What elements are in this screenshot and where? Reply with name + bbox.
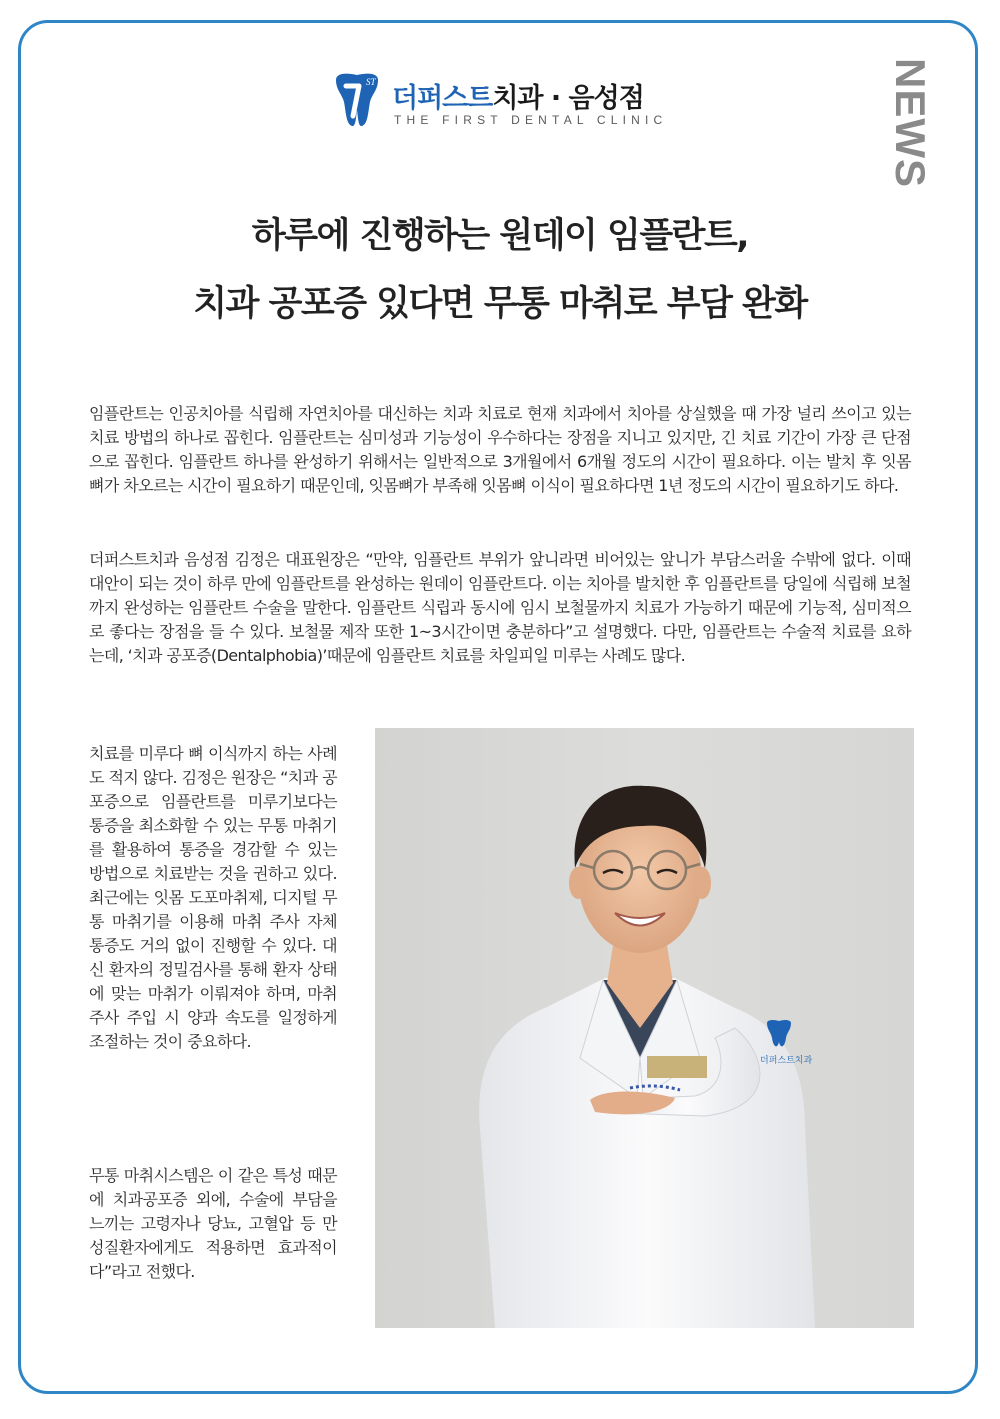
clinic-name xyxy=(392,76,644,115)
clinic-name-english: THE FIRST DENTAL CLINIC xyxy=(394,113,668,127)
body-paragraph-1: 임플란트는 인공치아를 식립해 자연치아를 대신하는 치과 치료로 현재 치과에서 치아를 상실했을 때 가장 널리 쓰이고 있는 치료 방법의 하나로 꼽힌다. 임플란트는 심미성과 기능성이 우수하다는 장점을 지니고 있지만, 긴 치료 기간이 가장 큰 단점으로 꼽힌다. 임플란트 하나를 완성하기 위해서는 일반적으로 3개월에서 6개월 정도의 시간이 필요하다. 이는 발치 후 잇몸뼈가 차오르는 시간이 필요하기 때문인데, 잇몸뼈가 부족해 잇몸뼈 이식이 필요하다면 1년 정도의 시간이 필요하기도 하다. xyxy=(89,404,911,495)
headline-line-2: 치과 공포증 있다면 무통 마취로 부담 완화 xyxy=(193,284,807,324)
headline-line-1: 하루에 진행하는 원데이 임플란트, xyxy=(251,216,749,256)
clinic-name-blue: 더퍼스트 xyxy=(392,83,493,114)
clinic-name-rest: 치과 · 음성점 xyxy=(492,83,644,114)
name-tag xyxy=(647,1056,707,1078)
coat-logo-text: 더퍼스트치과 xyxy=(760,1056,813,1066)
svg-text:ST: ST xyxy=(366,77,376,87)
doctor-illustration xyxy=(375,728,914,1328)
body-paragraph-4: 무통 마취시스템은 이 같은 특성 때문에 치과공포증 외에, 수술에 부담을 느끼는 고령자나 당뇨, 고혈압 등 만성질환자에게도 적용하면 효과적이다”라고 전했다. xyxy=(89,1166,337,1281)
body-paragraph-3: 치료를 미루다 뼈 이식까지 하는 사례도 적지 않다. 김정은 원장은 “치과 공포증으로 임플란트를 미루기보다는 통증을 최소화할 수 있는 무통 마취기를 활용하여 통증을 경감할 수 있는 방법으로 치료받는 것을 권하고 있다. 최근에는 잇몸 도포마취제, 디지털 무통 마취기를 이용해 마취 주사 자체 통증도 거의 없이 진행할 수 있다. 대신 환자의 정밀검사를 통해 환자 상태에 맞는 마취가 이뤄져야 하며, 마취 주사 주입 시 양과 속도를 일정하게 조절하는 것이 중요하다. xyxy=(89,744,337,1051)
news-label: NEWS xyxy=(887,58,934,188)
tooth-logo-icon xyxy=(332,72,382,128)
body-paragraph-2: 더퍼스트치과 음성점 김정은 대표원장은 “만약, 임플란트 부위가 앞니라면 비어있는 앞니가 부담스러울 수밖에 없다. 이때 대안이 되는 것이 하루 만에 임플란트를 완성하는 원데이 임플란트다. 이는 치아를 발치한 후 임플란트를 당일에 식립해 보철까지 완성하는 임플란트 수술을 말한다. 임플란트 식립과 동시에 임시 보철물까지 치료가 가능하기 때문에 기능적, 심미적으로 좋다는 장점을 들 수 있다. 보철물 제작 또한 1~3시간이면 충분하다”고 설명했다. 다만, 임플란트는 수술적 치료를 요하는데, ‘치과 공포증(Dentalphobia)’때문에 임플란트 치료를 차일피일 미루는 사례도 많다. xyxy=(89,550,911,665)
clinic-logo xyxy=(332,70,677,130)
doctor-photo xyxy=(375,728,914,1328)
